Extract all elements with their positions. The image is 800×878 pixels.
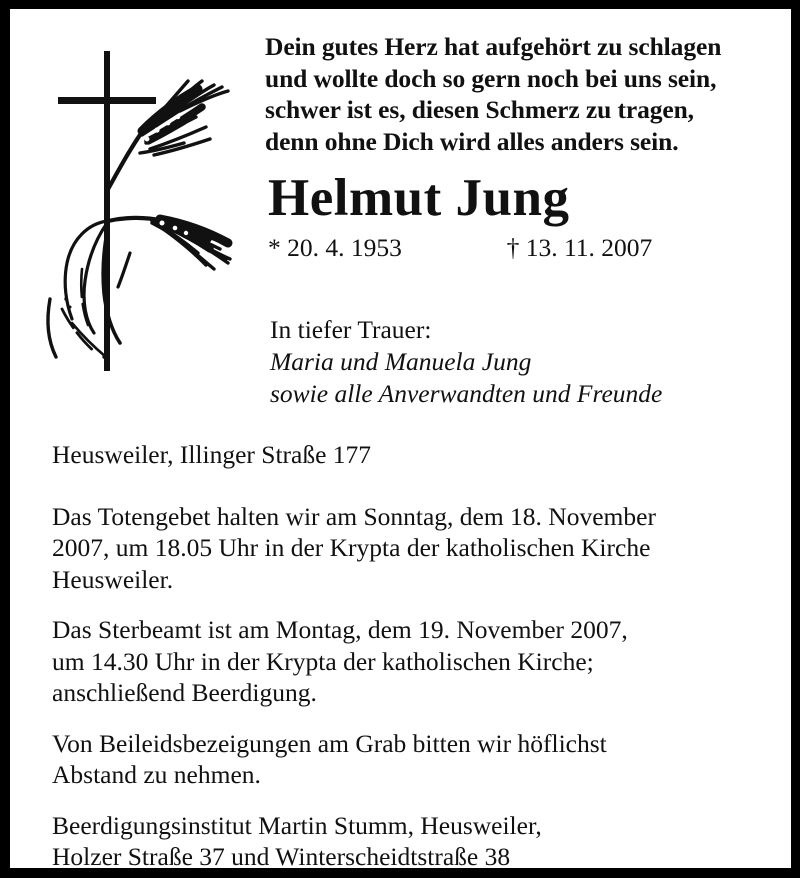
prayer-service-line-3: Heusweiler.: [52, 564, 174, 594]
verse-line-2: und wollte doch so gern noch bei uns sein,: [265, 63, 717, 93]
death-symbol: †: [506, 233, 520, 262]
spacer: [52, 471, 771, 501]
prayer-service-line-1: Das Totengebet halten wir am Sonntag, dem 18. November: [52, 501, 656, 531]
mourners-family: Maria und Manuela Jung: [270, 347, 532, 376]
mourners-relatives: sowie alle Anverwandten und Freunde: [270, 379, 663, 408]
death-date: 13. 11. 2007: [525, 233, 653, 262]
ribbon-icon: [48, 221, 130, 359]
verse-line-4: denn ohne Dich wird alles anders sein.: [265, 126, 679, 156]
funeral-home-paragraph: [52, 810, 771, 873]
spacer: [52, 709, 771, 728]
deceased-name: Helmut Jung: [268, 169, 570, 227]
prayer-service-paragraph: [52, 501, 771, 596]
deceased-block: [268, 169, 768, 263]
mourners-lead: In tiefer Trauer:: [270, 315, 432, 344]
funeral-mass-line-3: anschließend Beerdigung.: [52, 678, 317, 707]
prayer-service-line-2: 2007, um 18.05 Uhr in der Krypta der katholischen Kirche: [52, 533, 651, 562]
funeral-home-line-1: Beerdigungsinstitut Martin Stumm, Heusweiler,: [52, 810, 542, 840]
verse-line-3: schwer ist es, diesen Schmerz zu tragen,: [265, 95, 694, 124]
notice-header-area: [10, 9, 791, 408]
notice-sheet: [10, 9, 791, 871]
verse-line-1: Dein gutes Herz hat aufgehört zu schlagen: [265, 32, 722, 61]
notice-body: [52, 439, 771, 873]
life-dates: [268, 227, 768, 263]
funeral-mass-paragraph: [52, 614, 771, 709]
birth-date: 20. 4. 1953: [287, 233, 402, 262]
funeral-mass-line-2: um 14.30 Uhr in der Krypta der katholischen Kirche;: [52, 646, 594, 676]
address-line: Heusweiler, Illinger Straße 177: [52, 440, 372, 469]
condolence-note-line-2: Abstand zu nehmen.: [52, 760, 261, 789]
mourners-block: [270, 314, 780, 410]
birth-symbol: *: [268, 233, 281, 262]
spacer: [52, 595, 771, 614]
condolence-note-line-1: Von Beileidsbezeigungen am Grab bitten wir höflichst: [52, 728, 607, 758]
cross-with-wheat-emblem: [30, 31, 250, 371]
verse-block: [265, 31, 765, 157]
funeral-home-line-2: Holzer Straße 37 und Winterscheidtstraße 38: [52, 842, 511, 871]
condolence-note-paragraph: [52, 728, 771, 791]
funeral-mass-line-1: Das Sterbeamt ist am Montag, dem 19. November 2007,: [52, 615, 628, 644]
spacer: [52, 791, 771, 810]
